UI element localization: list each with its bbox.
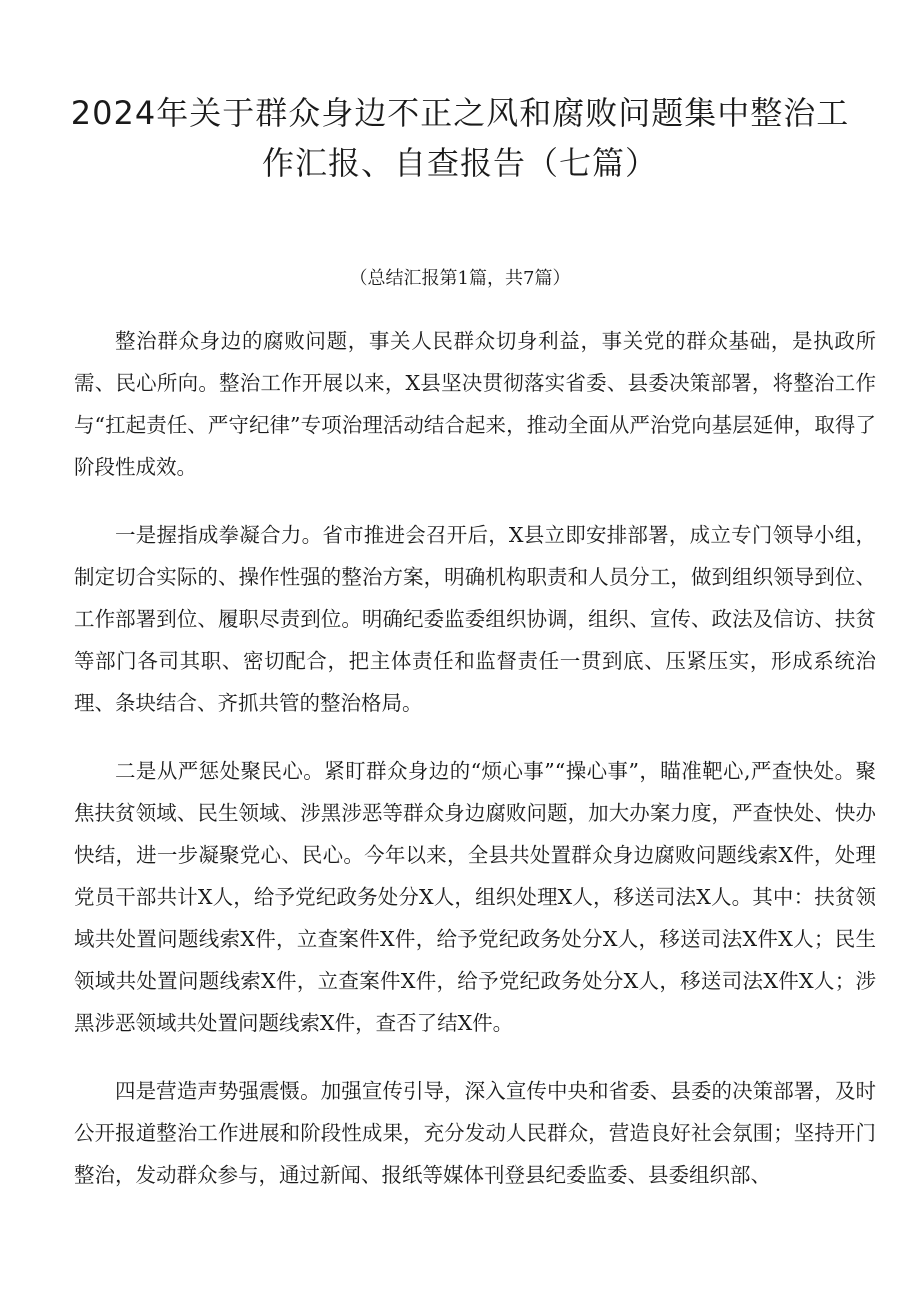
document-subtitle: （总结汇报第1篇，共7篇） (349, 268, 571, 289)
paragraph-four: 四是营造声势强震慑。加强宣传引导，深入宣传中央和省委、县委的决策部署，及时公开报道整治工作进展和阶段性成果，充分发动人民群众，营造良好社会氛围；坚持开门整治，发动群众参与，通过新闻、报纸等媒体刊登县纪委监委、县委组织部、 (74, 1079, 876, 1187)
document-title: 2024年关于群众身边不正之风和腐败问题集中整治工作汇报、自查报告（七篇） (70, 94, 850, 182)
document-body (74, 320, 876, 1222)
paragraph-intro: 整治群众身边的腐败问题，事关人民群众切身利益，事关党的群众基础，是执政所需、民心所向。整治工作开展以来，X县坚决贯彻落实省委、县委决策部署，将整治工作与“扛起责任、严守纪律”专项治理活动结合起来，推动全面从严治党向基层延伸，取得了阶段性成效。 (74, 329, 876, 479)
paragraph-two: 二是从严惩处聚民心。紧盯群众身边的“烦心事”“操心事”，瞄准靶心,严查快处。聚焦扶贫领域、民生领域、涉黑涉恶等群众身边腐败问题，加大办案力度，严查快处、快办快结，进一步凝聚党心、民心。今年以来，全县共处置群众身边腐败问题线索X件，处理党员干部共计X人，给予党纪政务处分X人，组织处理X人，移送司法X人。其中：扶贫领域共处置问题线索X件，立查案件X件，给予党纪政务处分X人，移送司法X件X人；民生领域共处置问题线索X件，立查案件X件，给予党纪政务处分X人，移送司法X件X人；涉黑涉恶领域共处置问题线索X件，查否了结X件。 (74, 759, 876, 1035)
paragraph-one: 一是握指成拳凝合力。省市推进会召开后，X县立即安排部署，成立专门领导小组，制定切合实际的、操作性强的整治方案，明确机构职责和人员分工，做到组织领导到位、工作部署到位、履职尽责到位。明确纪委监委组织协调，组织、宣传、政法及信访、扶贫等部门各司其职、密切配合，把主体责任和监督责任一贯到底、压紧压实，形成系统治理、条块结合、齐抓共管的整治格局。 (74, 523, 876, 715)
